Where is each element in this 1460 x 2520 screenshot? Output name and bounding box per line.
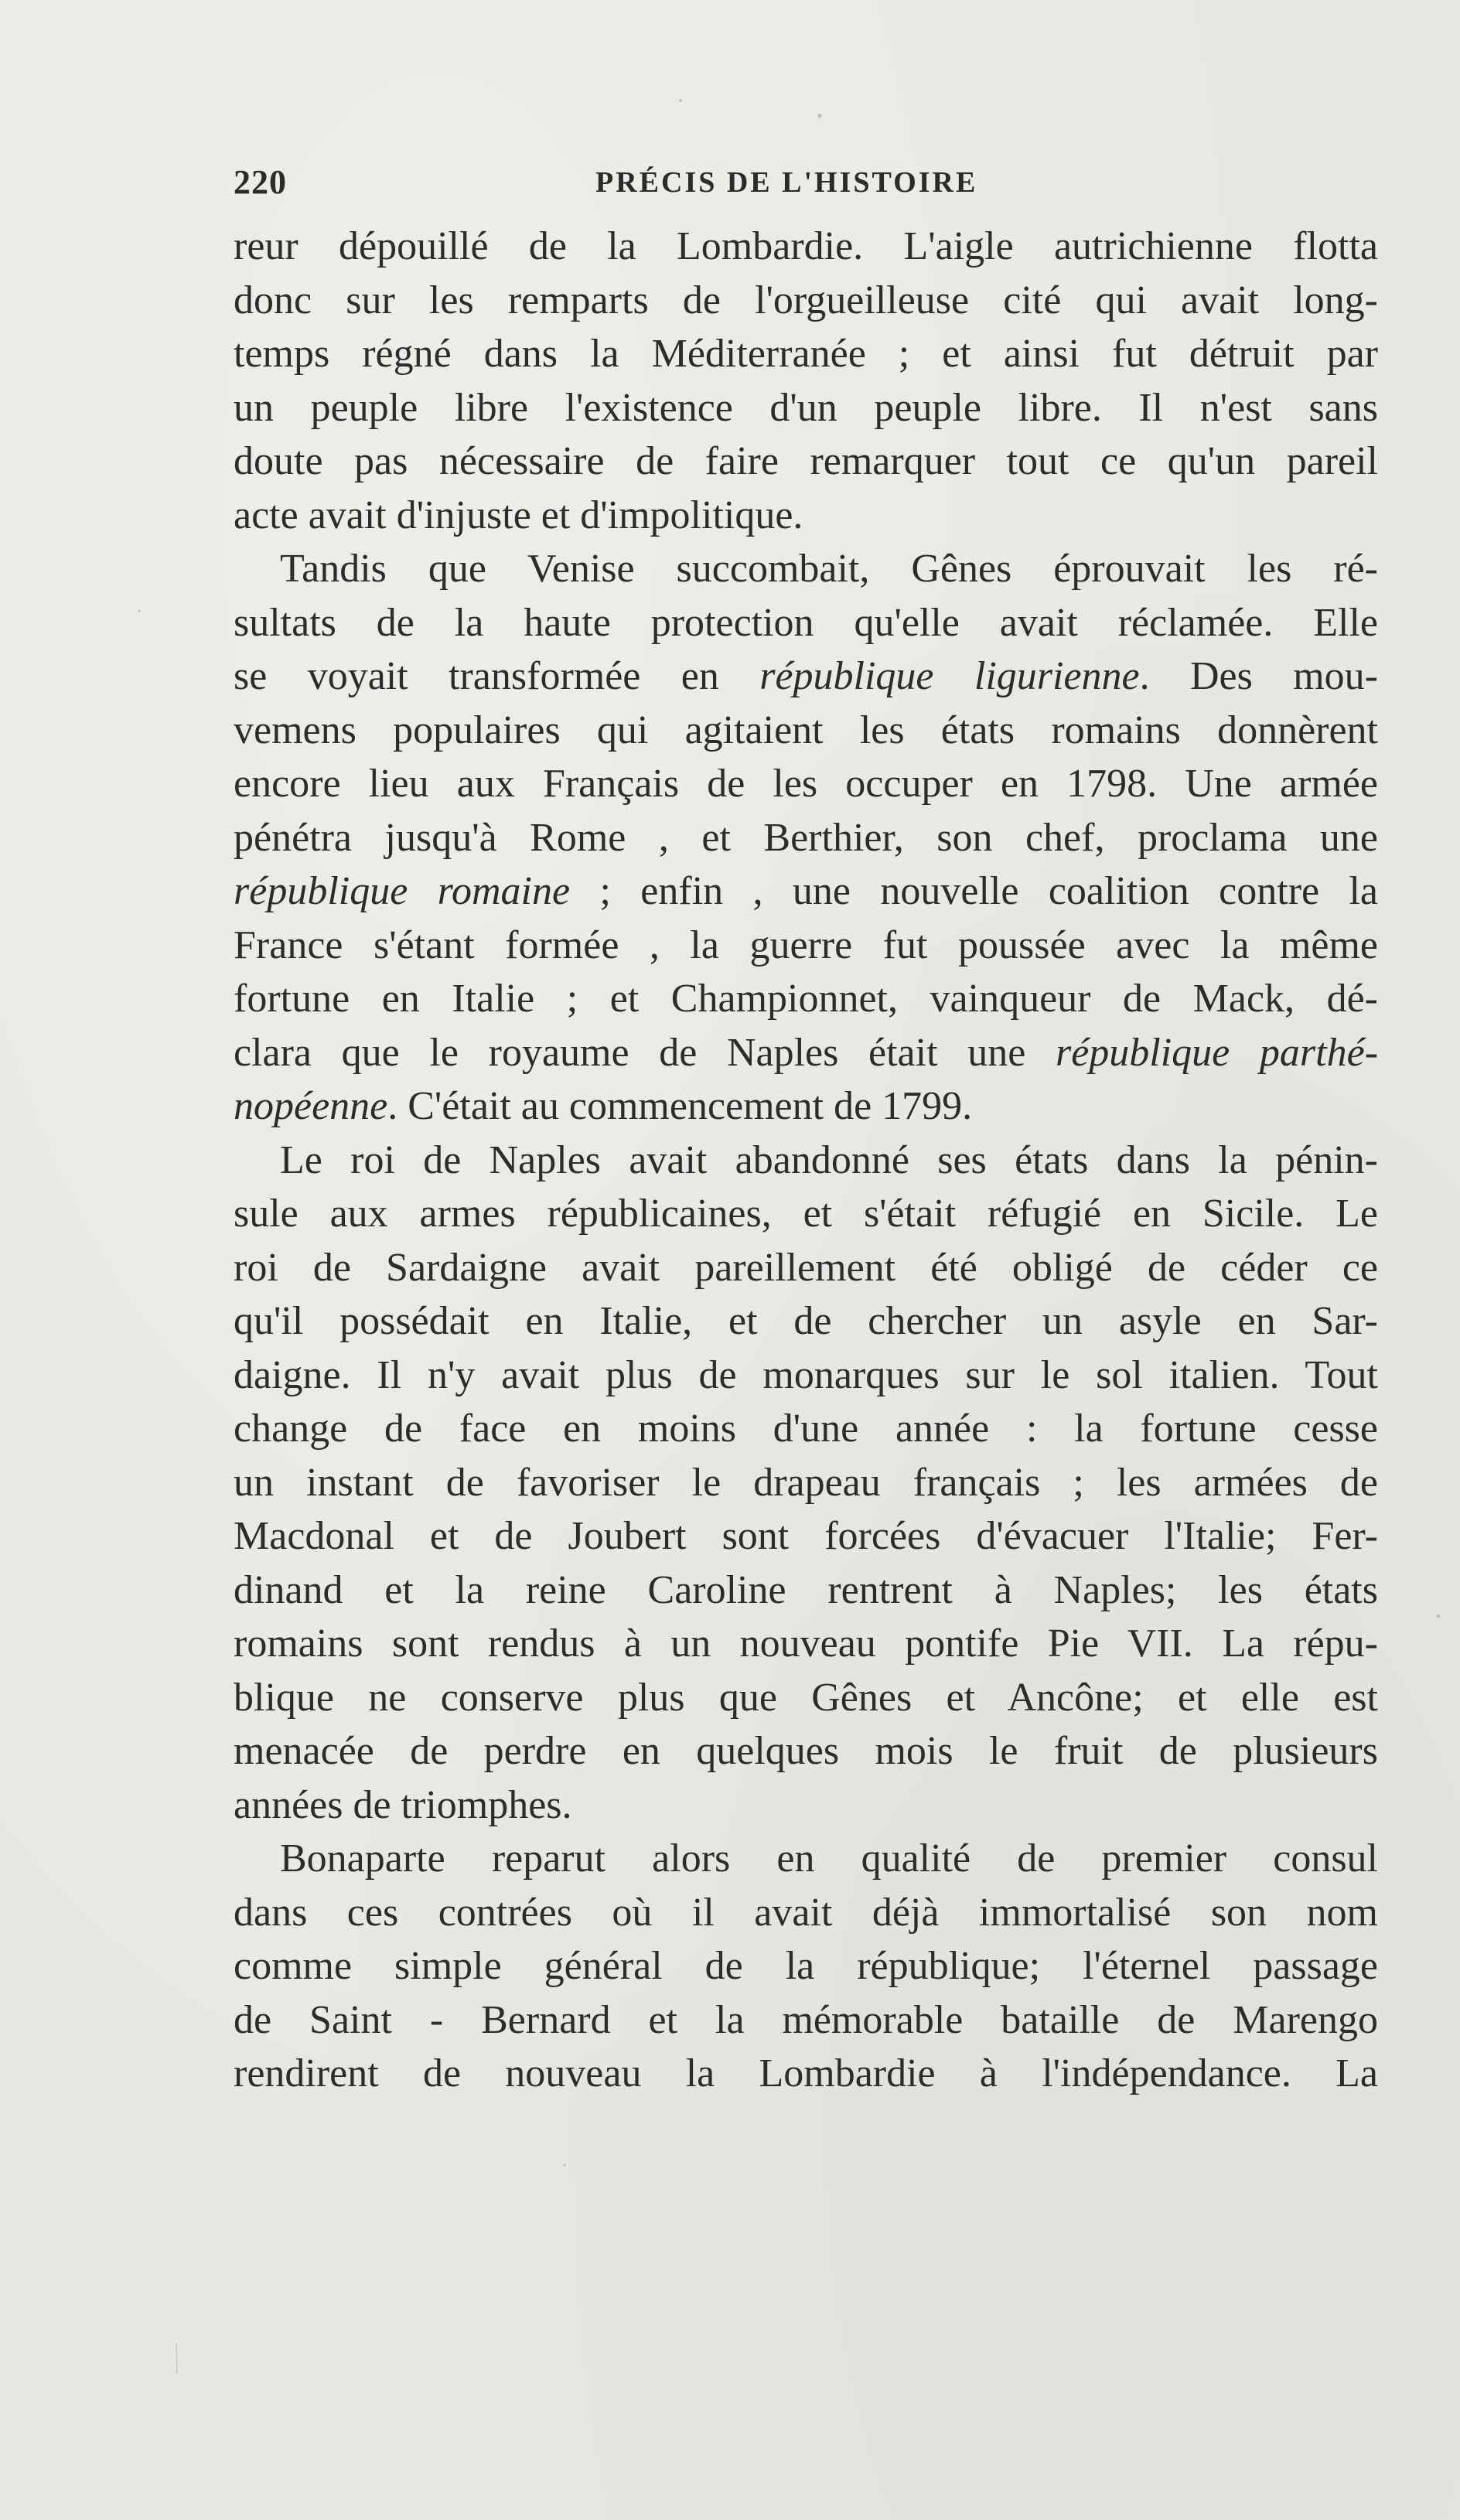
text-line	[234, 489, 1378, 543]
text-line	[234, 811, 1378, 865]
text-segment: de Saint - Bernard et la mémorable bataille de Marengo	[234, 1997, 1378, 2042]
text-line	[234, 1886, 1378, 1940]
text-line	[234, 435, 1378, 489]
text-segment: encore lieu aux Français de les occuper en 1798. Une armée	[234, 762, 1378, 806]
text-line	[234, 1993, 1378, 2048]
text-segment: blique ne conserve plus que Gênes et Ancône; et elle est	[234, 1675, 1378, 1720]
text-segment: clara que le royaume de Naples était une	[234, 1030, 1056, 1075]
text-segment: France s'étant formée , la guerre fut poussée avec la même	[234, 922, 1378, 967]
text-segment: années de triomphes.	[234, 1782, 572, 1827]
text-line	[234, 1778, 1378, 1833]
text-segment: change de face en moins d'une année : la fortune cesse	[234, 1407, 1378, 1451]
text-segment: reur dépouillé de la Lombardie. L'aigle autrichienne flotta	[234, 224, 1378, 268]
text-line	[234, 972, 1378, 1026]
text-line	[234, 1187, 1378, 1241]
text-segment: Le roi de Naples avait abandonné ses états dans la pénin-	[280, 1137, 1378, 1182]
text-segment: romains sont rendus à un nouveau pontife Pie VII. La répu-	[234, 1621, 1378, 1666]
text-segment: donc sur les remparts de l'orgueilleuse cité qui avait long-	[234, 278, 1378, 322]
text-line	[234, 1349, 1378, 1403]
text-segment: se voyait transformée en	[234, 654, 760, 698]
text-line	[234, 1294, 1378, 1349]
text-line	[234, 864, 1378, 919]
text-segment: vemens populaires qui agitaient les états romains donnèrent	[234, 708, 1378, 752]
text-segment: acte avait d'injuste et d'impolitique.	[234, 493, 803, 537]
text-line	[234, 2047, 1378, 2101]
text-segment: roi de Sardaigne avait pareillement été obligé de céder ce	[234, 1245, 1378, 1290]
text-line	[234, 1079, 1378, 1134]
text-segment: Bonaparte reparut alors en qualité de premier consul	[280, 1836, 1378, 1881]
text-line	[234, 704, 1378, 758]
text-segment: dans ces contrées où il avait déjà immortalisé son nom	[234, 1890, 1378, 1935]
text-line	[234, 650, 1378, 704]
text-segment: menacée de perdre en quelques mois le fruit de plusieurs	[234, 1729, 1378, 1773]
page-header	[234, 162, 1378, 217]
text-line	[234, 381, 1378, 435]
text-line	[234, 1939, 1378, 1993]
text-segment: . Des mou-	[1139, 654, 1378, 698]
page-number: 220	[234, 163, 287, 201]
text-segment: ; enfin , une nouvelle coalition contre la	[570, 869, 1379, 913]
text-segment: Tandis que Venise succombait, Gênes éprouvait les ré-	[280, 547, 1378, 591]
text-segment: sultats de la haute protection qu'elle avait réclamée. Elle	[234, 600, 1378, 645]
text-line	[234, 327, 1378, 381]
text-line	[234, 1241, 1378, 1295]
text-line	[234, 1671, 1378, 1725]
text-segment: qu'il possédait en Italie, et de chercher un asyle en Sar-	[234, 1299, 1378, 1343]
text-line	[234, 1402, 1378, 1456]
text-segment: fortune en Italie ; et Championnet, vainqueur de Mack, dé-	[234, 977, 1378, 1021]
text-segment: comme simple général de la république; l'éternel passage	[234, 1944, 1378, 1988]
italic-text-segment: république romaine	[234, 869, 571, 913]
running-title: PRÉCIS DE L'HISTOIRE	[595, 166, 978, 199]
italic-text-segment: nopéenne	[234, 1084, 388, 1128]
text-line	[234, 1509, 1378, 1563]
text-segment: rendirent de nouveau la Lombardie à l'indépendance. La	[234, 2051, 1378, 2095]
text-segment: un peuple libre l'existence d'un peuple libre. Il n'est sans	[234, 385, 1378, 430]
text-line	[234, 1026, 1378, 1080]
text-segment: doute pas nécessaire de faire remarquer tout ce qu'un pareil	[234, 439, 1378, 483]
text-segment: . C'était au commencement de 1799.	[387, 1084, 973, 1128]
text-line	[234, 1134, 1378, 1188]
text-line	[234, 596, 1378, 650]
text-line	[234, 1456, 1378, 1510]
text-segment: pénétra jusqu'à Rome , et Berthier, son chef, proclama une	[234, 815, 1378, 860]
text-segment: temps régné dans la Méditerranée ; et ainsi fut détruit par	[234, 332, 1378, 376]
italic-text-segment: république parthé-	[1055, 1030, 1379, 1075]
text-line	[234, 757, 1378, 811]
text-line	[234, 919, 1378, 973]
text-line	[234, 1563, 1378, 1618]
text-line	[234, 274, 1378, 328]
text-segment: daigne. Il n'y avait plus de monarques sur le sol italien. Tout	[234, 1352, 1378, 1397]
text-segment: Macdonal et de Joubert sont forcées d'évacuer l'Italie; Fer-	[234, 1514, 1378, 1558]
text-line	[234, 1617, 1378, 1671]
text-line	[234, 542, 1378, 596]
text-segment: dinand et la reine Caroline rentrent à Naples; les états	[234, 1567, 1378, 1612]
text-segment: un instant de favoriser le drapeau français ; les armées de	[234, 1460, 1378, 1505]
text-line	[234, 1832, 1378, 1886]
text-segment: sule aux armes républicaines, et s'était réfugié en Sicile. Le	[234, 1192, 1378, 1236]
body-text	[234, 220, 1378, 2101]
italic-text-segment: république ligurienne	[759, 654, 1140, 698]
text-line	[234, 220, 1378, 274]
text-line	[234, 1724, 1378, 1778]
